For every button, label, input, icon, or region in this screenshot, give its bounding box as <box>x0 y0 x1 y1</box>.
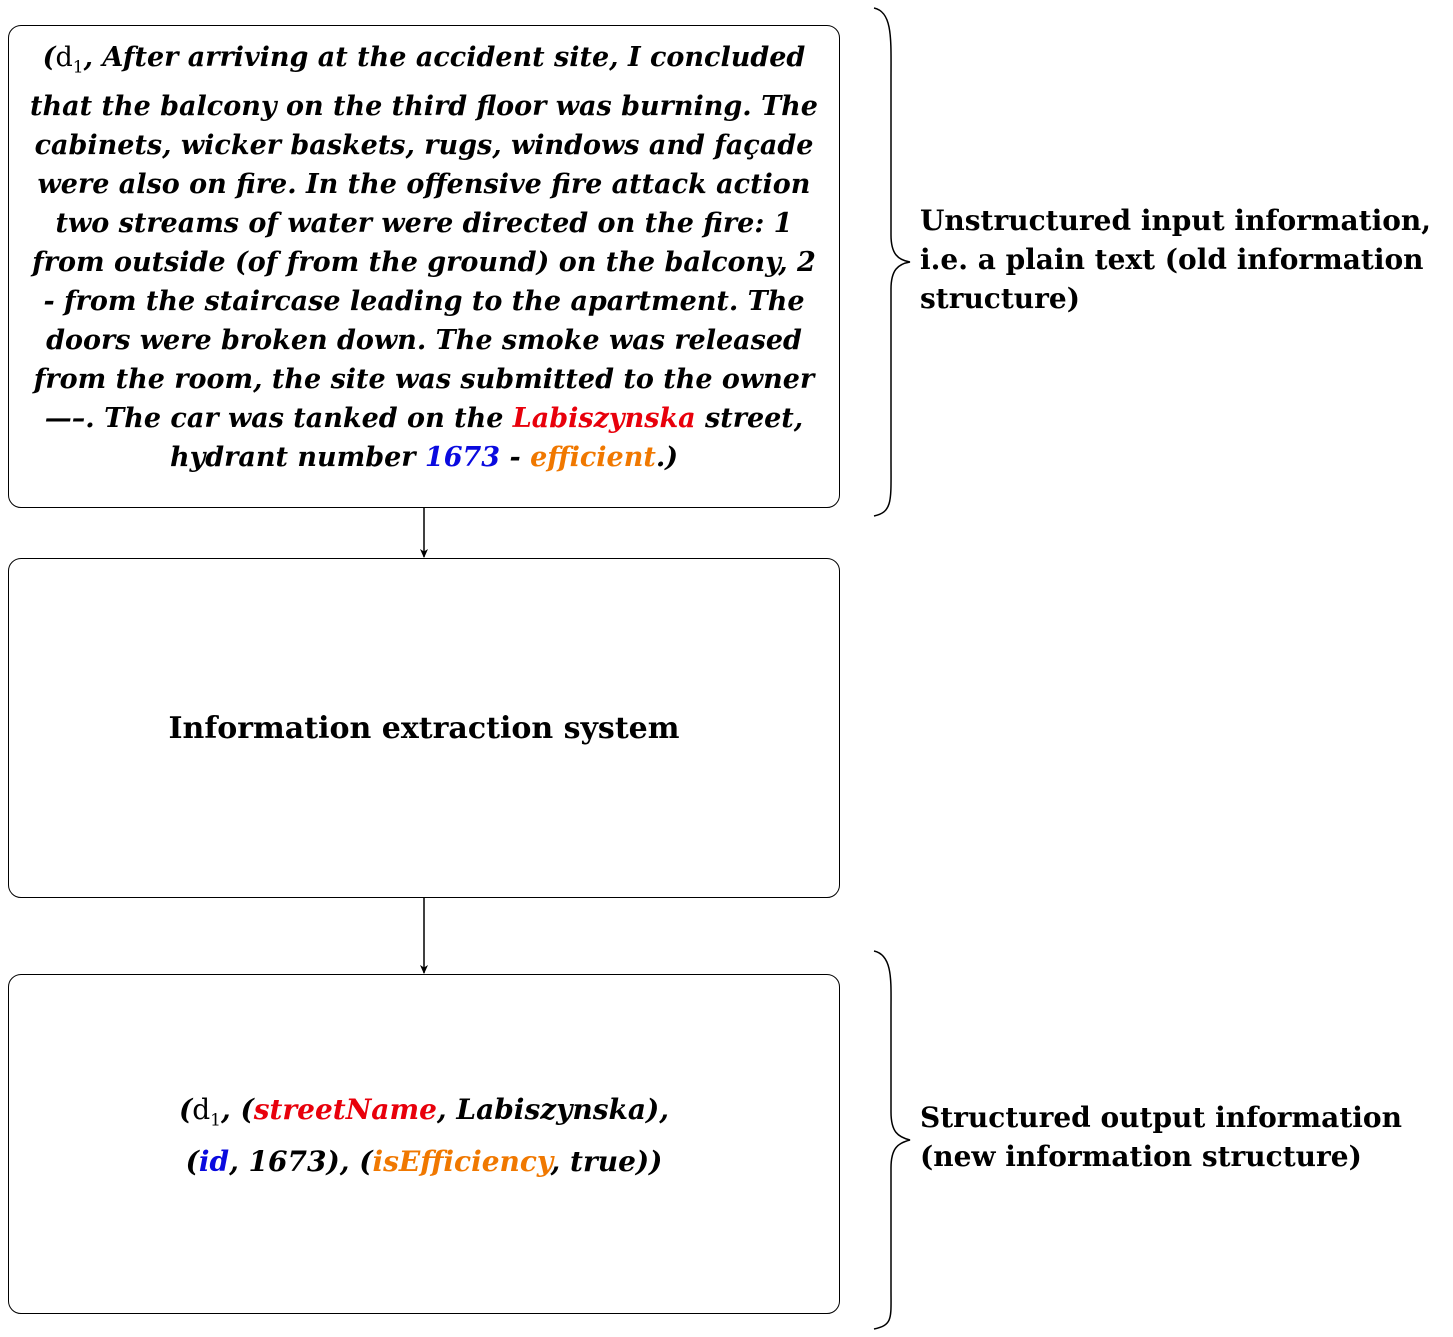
input-text-box <box>8 25 840 508</box>
output-key-efficiency: isEfficiency <box>372 1145 551 1179</box>
input-info-label: Unstructured input information, i.e. a plain text (old information structure) <box>920 204 1432 315</box>
input-plain-text <box>29 38 819 477</box>
output-line-2: (id, 1673), (isEfficiency, true)) <box>185 1145 663 1179</box>
input-hydrant-number: 1673 <box>424 442 501 474</box>
input-dash: - <box>500 442 531 474</box>
output-key-street: streetName <box>253 1092 437 1126</box>
output-info-label: Structured output information (new information structure) <box>920 1101 1402 1173</box>
output-val-efficiency: , true)) <box>550 1145 663 1179</box>
input-doc-symbol: $d_1$ <box>55 42 84 78</box>
output-line-1: ($d_1$, (streetName, Labiszynska), <box>178 1092 670 1131</box>
output-structure-box <box>8 974 840 1314</box>
input-efficiency-status: efficient <box>530 442 656 474</box>
system-title: Information extraction system <box>168 710 680 746</box>
input-street-name: Labiszynska <box>512 403 696 435</box>
input-text-main: , After arriving at the accident site, I concluded that the balcony on the third floor was burning. The cabinets, wicker baskets, rugs, windows and façade were also on fire. In the offensive fire attack action two streams of water were directed on the fire: 1 from outside (of from the ground) on the balcony, 2 - from the staircase leading to the apartment. The doors were broken down. The smoke was released from the room, the site was submitted to the owner —–. The car was tanked on the <box>30 42 818 435</box>
extraction-system-box <box>8 558 840 898</box>
input-brace-icon <box>874 8 910 516</box>
input-text-mid: street, hydrant number <box>169 403 804 474</box>
output-key-id: id <box>198 1145 230 1179</box>
output-brace-icon <box>874 951 910 1329</box>
output-doc-symbol: $d_1$ <box>192 1092 221 1131</box>
output-structured-text <box>179 1089 669 1184</box>
input-text-end: .) <box>655 442 679 474</box>
input-open-paren: ( <box>42 42 56 73</box>
output-val-street: , Labiszynska), <box>436 1092 670 1126</box>
output-val-id: , 1673), ( <box>229 1145 373 1179</box>
